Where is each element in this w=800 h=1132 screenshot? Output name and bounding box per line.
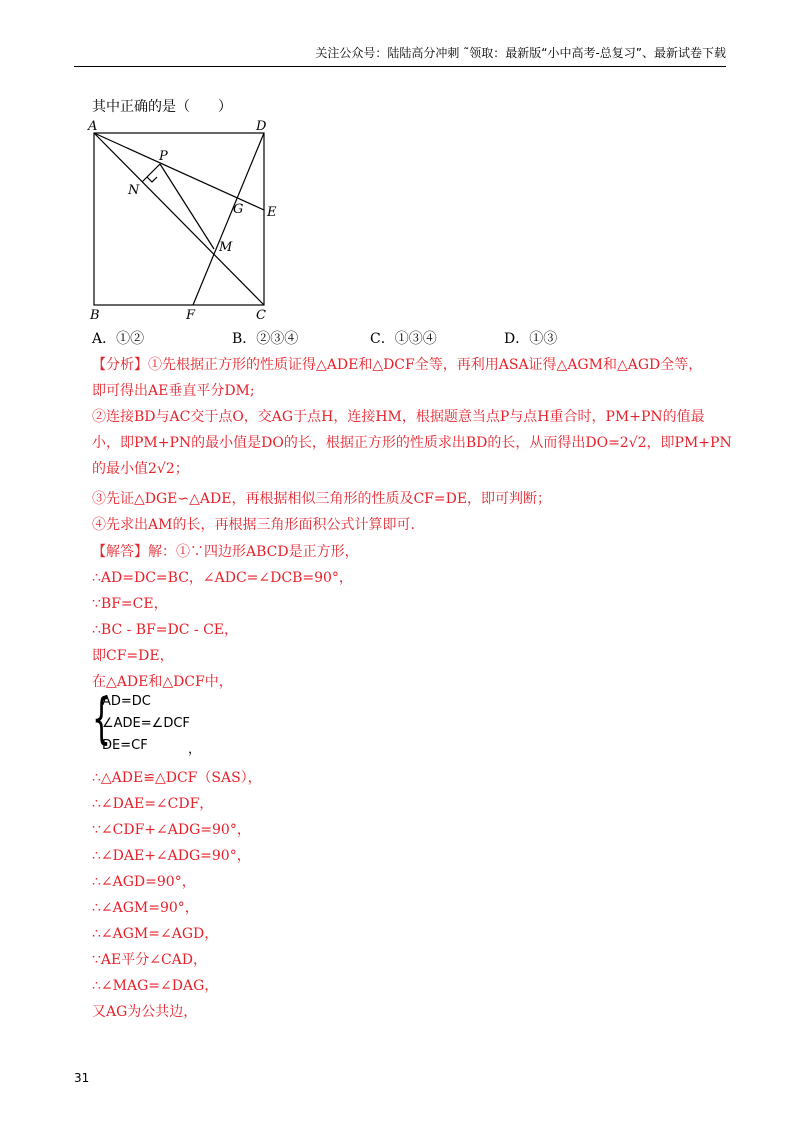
solution-line: ∴△ADE≌△DCF（SAS）， [92, 770, 262, 786]
solution-line: 即CF=DE， [92, 648, 174, 664]
system-row: ∠ADE=∠DCF [102, 716, 190, 731]
right-angle-mark [147, 177, 157, 182]
option-d: D．①③ [504, 331, 558, 347]
solution-line: 又AG为公共边， [92, 1004, 198, 1020]
system-tail: ， [188, 742, 202, 757]
option-a: A．①② [92, 331, 145, 347]
solution-line: ∴∠AGD=90°， [92, 874, 196, 890]
solution-line: ∴∠MAG=∠DAG， [92, 978, 219, 994]
analysis-line: 的最小值2√2； [92, 461, 189, 477]
segment-df [193, 133, 264, 305]
analysis-line: 即可得出AE垂直平分DM; [92, 383, 255, 399]
label-b: B [90, 308, 100, 323]
system-row: AD=DC [102, 694, 151, 709]
geometry-figure [86, 118, 286, 323]
label-d: D [256, 119, 267, 134]
solution-line: ∴BC - BF=DC - CE， [92, 622, 239, 638]
diagonal-ac [94, 133, 264, 305]
analysis-line: ②连接BD与AC交于点O，交AG于点H，连接HM，根据题意当点P与点H重合时，PM+PN的值最 [92, 409, 705, 425]
question-text: 其中正确的是（ ） [92, 99, 232, 115]
analysis-line: ④先求出AM的长，再根据三角形面积公式计算即可. [92, 517, 415, 533]
page-number: 31 [74, 1071, 90, 1085]
label-a: A [88, 119, 98, 134]
solution-line: ∴∠AGM=∠AGD， [92, 926, 219, 942]
solution-line: 【解答】解：①∵四边形ABCD是正方形， [92, 544, 359, 560]
solution-line: ∴∠AGM=90°， [92, 900, 199, 916]
solution-line: ∵AE平分∠CAD， [92, 952, 208, 968]
solution-line: 在△ADE和△DCF中， [92, 674, 233, 690]
brace-symbol: { [92, 687, 111, 750]
solution-line: ∴AD=DC=BC，∠ADC=∠DCB=90°， [92, 570, 353, 586]
label-n: N [128, 183, 140, 198]
option-c: C．①③④ [370, 331, 437, 347]
segment-pn [142, 164, 160, 182]
label-f: F [186, 308, 196, 323]
solution-line: ∴∠DAE+∠ADG=90°， [92, 848, 251, 864]
page-header: 关注公众号：陆陆高分冲刺 ˜领取：最新版“小中高考-总复习”、最新试卷下载 [74, 44, 726, 67]
label-e: E [267, 205, 277, 220]
segment-pm [160, 164, 214, 249]
label-p: P [159, 149, 168, 164]
solution-line: ∵∠CDF+∠ADG=90°， [92, 822, 251, 838]
solution-line: ∵BF=CE， [92, 596, 168, 612]
label-c: C [256, 308, 266, 323]
label-m: M [219, 240, 233, 255]
analysis-line: ③先证△DGE∽△ADE，再根据相似三角形的性质及CF=DE，即可判断； [92, 491, 552, 507]
label-g: G [233, 202, 244, 217]
equation-system [92, 687, 212, 758]
option-b: B．②③④ [232, 331, 299, 347]
segment-ae [94, 133, 264, 210]
analysis-line: 【分析】①先根据正方形的性质证得△ADE和△DCF全等，再利用ASA证得△AGM和△AGD全等， [92, 357, 703, 373]
solution-line: ∴∠DAE=∠CDF， [92, 796, 214, 812]
system-row: DE=CF [102, 738, 148, 753]
analysis-line: 小，即PM+PN的最小值是DO的长，根据正方形的性质求出BD的长，从而得出DO=2√2，即PM+PN [92, 435, 732, 451]
